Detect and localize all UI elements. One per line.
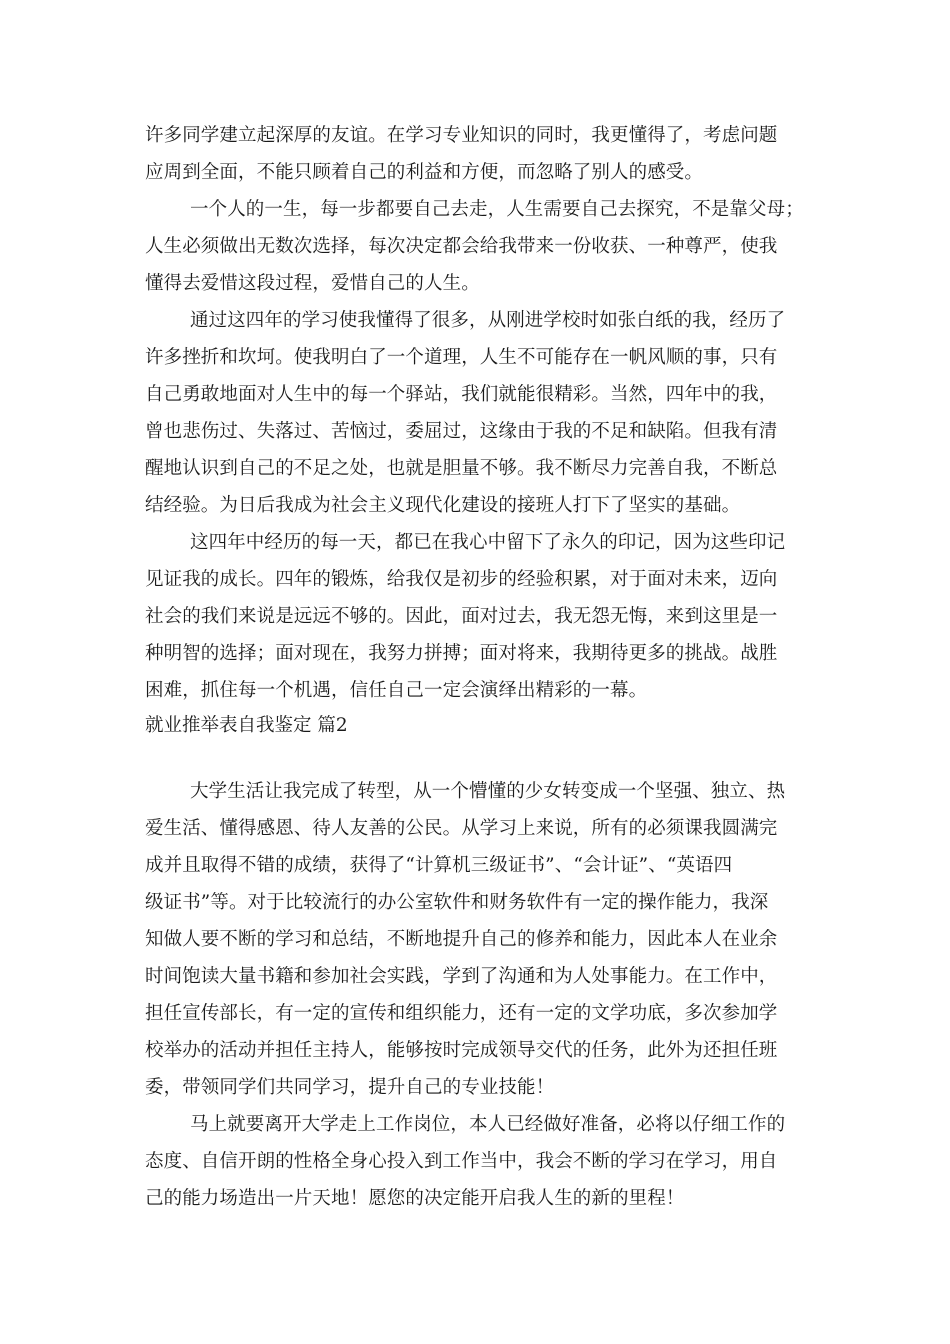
text-line: 曾也悲伤过、失落过、苦恼过，委屈过，这缘由于我的不足和缺陷。但我有清: [145, 421, 778, 442]
text-line: 自己勇敢地面对人生中的每一个驿站，我们就能很精彩。当然，四年中的我，: [145, 384, 778, 405]
text-line: 担任宣传部长，有一定的宣传和组织能力，还有一定的文学功底，多次参加学: [145, 1003, 778, 1024]
text-line: 应周到全面，不能只顾着自己的利益和方便，而忽略了别人的感受。: [145, 162, 704, 183]
text-line: 委，带领同学们共同学习，提升自己的专业技能！: [145, 1077, 555, 1098]
text-line: 醒地认识到自己的不足之处，也就是胆量不够。我不断尽力完善自我，不断总: [145, 458, 778, 479]
text-line: 社会的我们来说是远远不够的。因此，面对过去，我无怨无悔，来到这里是一: [145, 606, 778, 627]
paragraph-start-line: 这四年中经历的每一天，都已在我心中留下了永久的印记，因为这些印记: [190, 532, 786, 553]
paragraph-start-line: 大学生活让我完成了转型，从一个懵懂的少女转变成一个坚强、独立、热: [190, 781, 786, 802]
text-line: 时间饱读大量书籍和参加社会实践，学到了沟通和为人处事能力。在工作中，: [145, 966, 778, 987]
text-line: 懂得去爱惜这段过程，爱惜自己的人生。: [145, 273, 480, 294]
text-line: 己的能力场造出一片天地！愿您的决定能开启我人生的新的里程！: [145, 1188, 685, 1209]
text-line: 见证我的成长。四年的锻炼，给我仅是初步的经验积累，对于面对未来，迈向: [145, 569, 778, 590]
text-line: 知做人要不断的学习和总结，不断地提升自己的修养和能力，因此本人在业余: [145, 929, 778, 950]
paragraph-start-line: 通过这四年的学习使我懂得了很多，从刚进学校时如张白纸的我，经历了: [190, 310, 786, 331]
body-text-section-1: [145, 117, 810, 709]
paragraph-start-line: 一个人的一生，每一步都要自己去走，人生需要自己去探究，不是靠父母；: [190, 199, 804, 220]
text-line: 人生必须做出无数次选择，每次决定都会给我带来一份收获、一种尊严，使我: [145, 236, 778, 257]
body-text-section-2: [145, 773, 810, 1217]
text-line: 许多同学建立起深厚的友谊。在学习专业知识的同时，我更懂得了，考虑问题: [145, 125, 778, 146]
text-line: 困难，抓住每一个机遇，信任自己一定会演绎出精彩的一幕。: [145, 680, 648, 701]
text-line: 校举办的活动并担任主持人，能够按时完成领导交代的任务，此外为还担任班: [145, 1040, 778, 1061]
text-line: 级证书”等。对于比较流行的办公室软件和财务软件有一定的操作能力，我深: [145, 892, 769, 913]
text-line: 爱生活、懂得感恩、待人友善的公民。从学习上来说，所有的必须课我圆满完: [145, 818, 778, 839]
text-line: 态度、自信开朗的性格全身心投入到工作当中，我会不断的学习在学习，用自: [145, 1151, 778, 1172]
text-line: 许多挫折和坎坷。使我明白了一个道理，人生不可能存在一帆风顺的事，只有: [145, 347, 778, 368]
text-line: 种明智的选择；面对现在，我努力拼搏；面对将来，我期待更多的挑战。战胜: [145, 643, 778, 664]
text-line: 成并且取得不错的成绩，获得了“计算机三级证书”、“会计证”、“英语四: [145, 855, 733, 876]
paragraph-start-line: 马上就要离开大学走上工作岗位，本人已经做好准备，必将以仔细工作的: [190, 1114, 786, 1135]
text-line: 结经验。为日后我成为社会主义现代化建设的接班人打下了坚实的基础。: [145, 495, 741, 516]
section-heading: 就业推举表自我鉴定 篇2: [145, 715, 348, 736]
